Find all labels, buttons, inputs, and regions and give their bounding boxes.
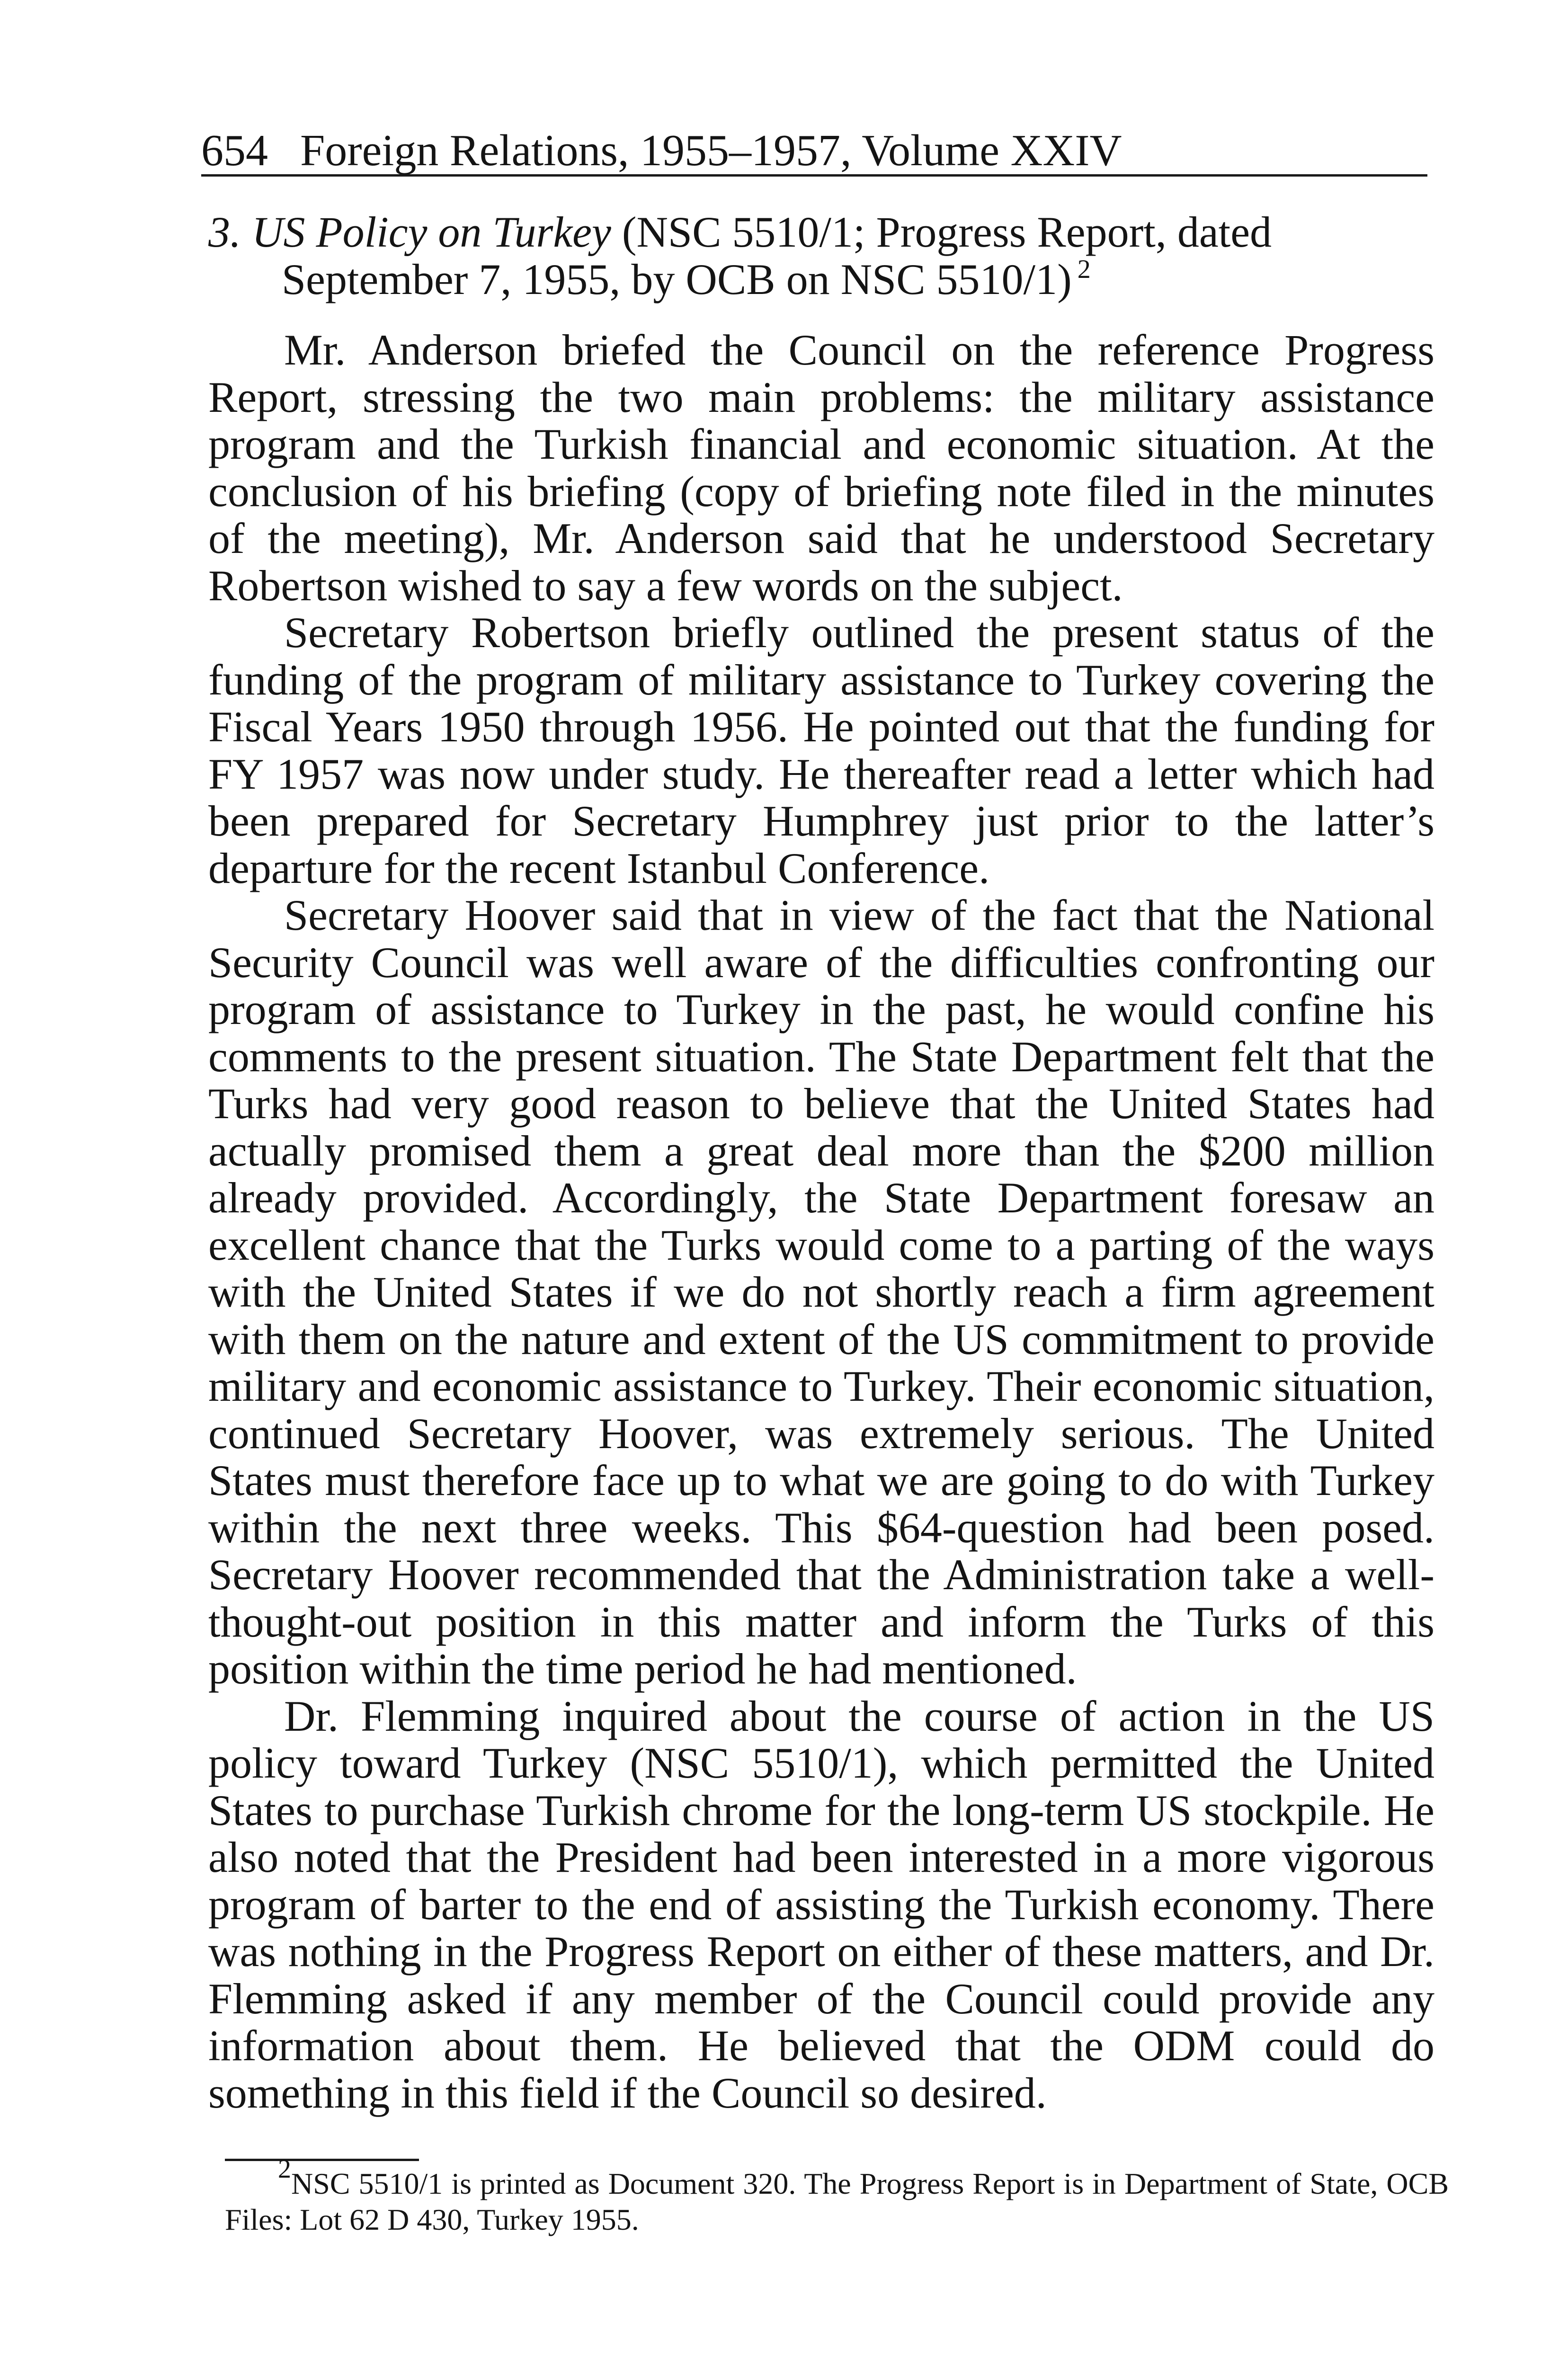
running-title: Foreign Relations, 1955–1957, Volume XXIV	[300, 126, 1122, 175]
paragraph-flemming-inquiry: Dr. Flemming inquired about the course of action in the US policy toward Turkey (NSC 5510/1), which permitted the United States to purchase Turkish chrome for the long-term US stockpile. He also noted that the President had been interested in a more vigorous program of barter to the end of assisting the Turkish economy. There was nothing in the Progress Report on either of these matters, and Dr. Flemming asked if any member of the Council could provide any information about them. He believed that the ODM could do something in this field if the Council so desired.	[208, 1691, 1434, 2117]
body-text	[208, 208, 1434, 2117]
paragraph-hoover-situation: Secretary Hoover said that in view of the fact that the National Security Council was well aware of the difficulties confronting our program of assistance to Turkey in the past, he would confine his comments to the present situation. The State Department felt that the Turks had very good reason to believe that the United States had actually promised them a great deal more than the $200 million already provided. Accordingly, the State Department foresaw an excellent chance that the Turks would come to a parting of the ways with the United States if we do not shortly reach a firm agreement with them on the nature and extent of the US commitment to provide military and economic assistance to Turkey. Their economic situation, continued Secretary Hoover, was extremely serious. The United States must therefore face up to what we are going to do with Turkey within the next three weeks. This $64-question had been posed. Secretary Hoover recommended that the Administration take a well-thought-out position in this matter and inform the Turks of this position within the time period he had mentioned.	[208, 891, 1434, 1693]
footnote-rule	[225, 2159, 419, 2161]
item-number: 3.	[208, 208, 241, 256]
paragraph-anderson-briefing: Mr. Anderson briefed the Council on the reference Progress Report, stressing the two main problems: the military assistance program and the Turkish financial and economic situation. At the conclusion of his briefing (copy of briefing note filed in the minutes of the meeting), Mr. Anderson said that he understood Secretary Robertson wished to say a few words on the subject.	[208, 326, 1434, 610]
footnote-reference: 2	[1077, 255, 1091, 284]
item-title: US Policy on Turkey	[252, 208, 611, 256]
page-number: 654	[201, 126, 268, 175]
footnote	[225, 2154, 1449, 2238]
item-reference: (NSC 5510/1; Progress Report, dated September 7, 1955, by OCB on NSC 5510/1)	[282, 208, 1272, 303]
running-head	[201, 127, 1427, 177]
footnote-marker: 2	[278, 2154, 291, 2184]
footnote-text: NSC 5510/1 is printed as Document 320. The Progress Report is in Department of State, OCB Files: Lot 62 D 430, Turkey 1955.	[225, 2167, 1449, 2236]
paragraph-robertson-funding: Secretary Robertson briefly outlined the present status of the funding of the program of military assistance to Turkey covering the Fiscal Years 1950 through 1956. He pointed out that the funding for FY 1957 was now under study. He thereafter read a letter which had been prepared for Secretary Humphrey just prior to the latter’s departure for the recent Istanbul Conference.	[208, 608, 1434, 892]
agenda-item-heading	[208, 208, 1434, 303]
